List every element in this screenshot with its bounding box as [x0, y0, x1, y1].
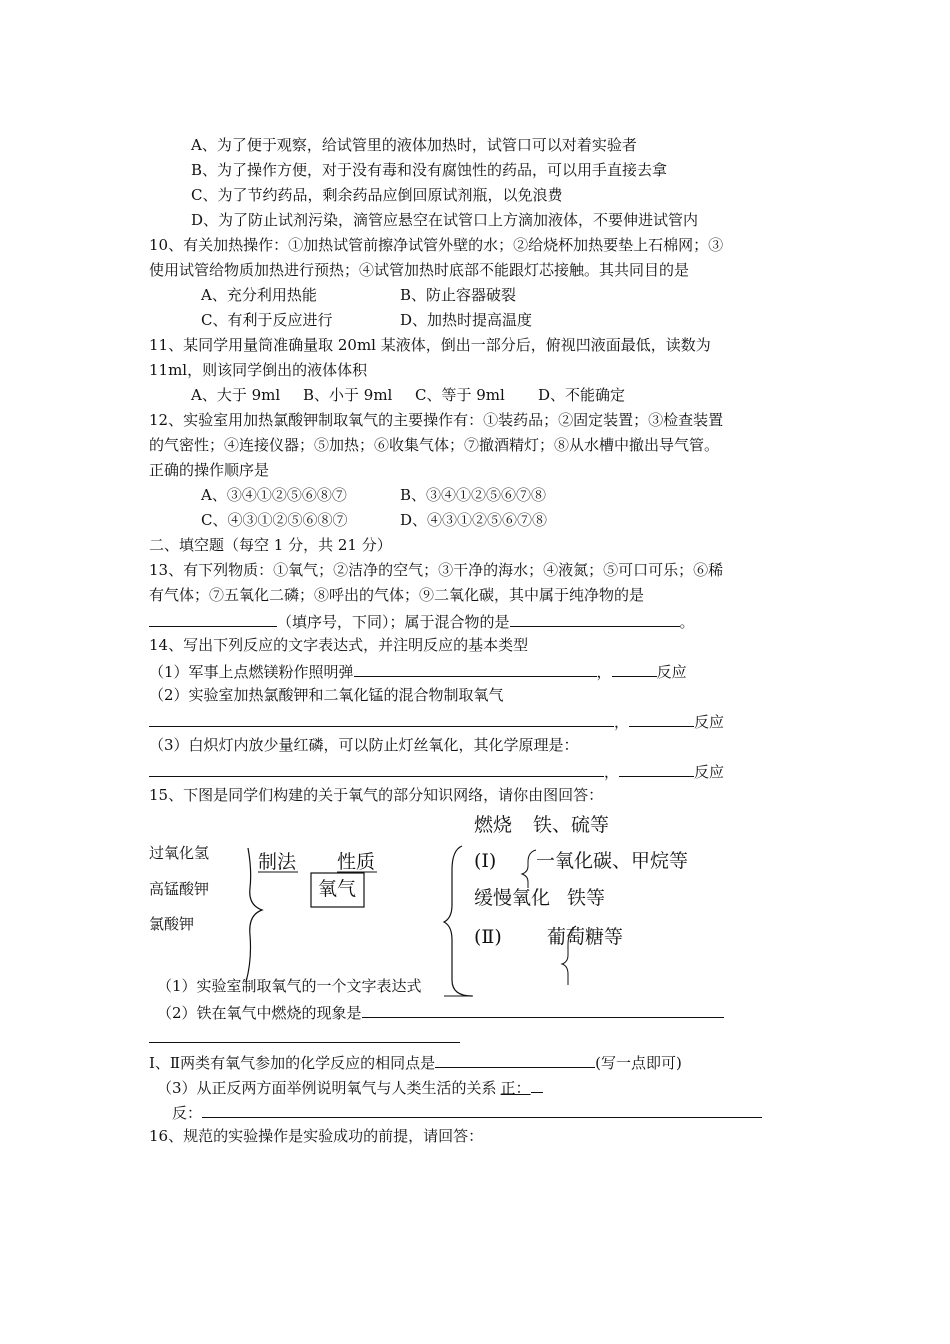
q11-stem-line1: 11、某同学用量筒准确量取 20ml 某液体，倒出一部分后，俯视凹液面最低，读数为	[149, 336, 711, 354]
q14-part3-text: （3）白炽灯内放少量红磷，可以防止灯丝氧化，其化学原理是：	[149, 736, 579, 754]
q9-option-d: D、为了防止试剂污染，滴管应悬空在试管口上方滴加液体，不要伸进试管内	[191, 211, 699, 229]
q12-option-c: C、④③①②⑤⑥⑧⑦	[201, 511, 348, 529]
q15-part2-blank[interactable]	[362, 1001, 724, 1018]
q14-title: 14、写出下列反应的文字表达式，并注明反应的基本类型	[149, 636, 529, 654]
diagram-burn-example: 铁、硫等	[533, 814, 610, 836]
diagram-slow-oxidation-example: 铁等	[567, 887, 606, 909]
q10-stem-line1: 10、有关加热操作：①加热试管前擦净试管外壁的水；②给烧杯加热要垫上石棉网；③	[149, 236, 724, 254]
q13-stem-line1: 13、有下列物质：①氧气；②洁净的空气；③干净的海水；④液氮；⑤可口可乐；⑥稀	[149, 561, 724, 579]
comma: ，	[614, 713, 630, 731]
diagram-center-oxygen: 氧气	[318, 878, 357, 900]
q11-option-d: D、不能确定	[538, 386, 626, 404]
q11-option-a: A、大于 9ml	[191, 386, 281, 404]
diagram-property-label: 性质	[337, 851, 376, 873]
diagram-category-2: (Ⅱ)	[474, 926, 502, 948]
q15-common-hint: (写一点即可)	[595, 1054, 682, 1072]
q15-negative-label: 反：	[172, 1104, 203, 1122]
q15-common-point	[149, 1051, 682, 1073]
q13-end-text: 。	[679, 613, 695, 631]
diagram-left-item-1: 过氧化氢	[149, 844, 210, 862]
q11-stem-line2: 11ml，则该同学倒出的液体体积	[149, 361, 368, 379]
q10-option-b: B、防止容器破裂	[400, 286, 517, 304]
diagram-method-label: 制法	[258, 851, 297, 873]
q10-option-d: D、加热时提高温度	[400, 311, 533, 329]
q14-part1-text: （1）军事上点燃镁粉作照明弹	[149, 663, 354, 681]
q15-part3	[157, 1076, 543, 1098]
diagram-slow-oxidation-label: 缓慢氧化	[474, 887, 551, 909]
q15-part1-text: （1）实验室制取氧气的一个文字表达式	[157, 977, 422, 995]
q12-option-d: D、④③①②⑤⑥⑦⑧	[400, 511, 548, 529]
q10-option-a: A、充分利用热能	[201, 286, 317, 304]
q11-option-c: C、等于 9ml	[415, 386, 505, 404]
q11-option-b: B、小于 9ml	[303, 386, 393, 404]
q9-option-b: B、为了操作方便，对于没有毒和没有腐蚀性的药品，可以用手直接去拿	[191, 161, 668, 179]
q12-stem-line2: 的气密性；④连接仪器；⑤加热；⑥收集气体；⑦撤酒精灯；⑧从水槽中撤出导气管。	[149, 436, 720, 454]
reaction-label: 反应	[656, 663, 687, 681]
q10-option-c: C、有利于反应进行	[201, 311, 333, 329]
q12-option-b: B、③④①②⑤⑥⑦⑧	[400, 486, 547, 504]
q15-part2	[157, 1001, 724, 1023]
q15-part3-text: （3）从正反两方面举例说明氧气与人类生活的关系	[157, 1079, 497, 1097]
diagram-category-2-example: 葡萄糖等	[547, 926, 624, 948]
q15-common-text: Ⅰ、Ⅱ两类有氧气参加的化学反应的相同点是	[149, 1054, 436, 1072]
section-heading: 二、填空题（每空 1 分，共 21 分）	[149, 536, 392, 554]
q9-option-a: A、为了便于观察，给试管里的液体加热时，试管口可以对着实验者	[191, 136, 637, 154]
q15-positive-blank[interactable]	[531, 1076, 543, 1093]
diagram-category-1-example: 一氧化碳、甲烷等	[536, 850, 689, 872]
q15-title: 15、下图是同学们构建的关于氧气的部分知识网络，请你由图回答：	[149, 786, 604, 804]
q15-common-blank[interactable]	[435, 1051, 595, 1068]
q15-part2-continuation-line[interactable]	[149, 1042, 460, 1043]
diagram-left-item-2: 高锰酸钾	[149, 880, 210, 898]
q16-title: 16、规范的实验操作是实验成功的前提，请回答：	[149, 1127, 484, 1145]
diagram-category-1: (Ⅰ)	[474, 850, 497, 872]
comma: ，	[596, 663, 612, 681]
q10-stem-line2: 使用试管给物质加热进行预热；④试管加热时底部不能跟灯芯接触。其共同目的是	[149, 261, 690, 279]
q12-stem-line3: 正确的操作顺序是	[149, 461, 270, 479]
q13-stem-line2: 有气体；⑦五氧化二磷；⑧呼出的气体；⑨二氧化碳，其中属于纯净物的是	[149, 586, 645, 604]
q14-part2-text: （2）实验室加热氯酸钾和二氧化锰的混合物制取氧气	[149, 686, 504, 704]
reaction-label: 反应	[694, 713, 725, 731]
q12-stem-line1: 12、实验室用加热氯酸钾制取氧气的主要操作有：①装药品；②固定装置；③检查装置	[149, 411, 724, 429]
comma: ，	[604, 763, 620, 781]
q12-option-a: A、③④①②⑤⑥⑧⑦	[201, 486, 347, 504]
q9-option-c: C、为了节约药品，剩余药品应倒回原试剂瓶，以免浪费	[191, 186, 563, 204]
reaction-label: 反应	[694, 763, 725, 781]
q15-negative-blank[interactable]	[202, 1101, 762, 1118]
q15-positive-label: 正：	[500, 1079, 531, 1097]
q15-negative	[172, 1101, 762, 1123]
diagram-burn-label: 燃烧	[474, 814, 513, 836]
diagram-left-item-3: 氯酸钾	[149, 915, 195, 933]
q15-part2-text: （2）铁在氧气中燃烧的现象是	[157, 1004, 362, 1022]
q13-mid-text: （填序号，下同）；属于混合物的是	[277, 613, 510, 631]
